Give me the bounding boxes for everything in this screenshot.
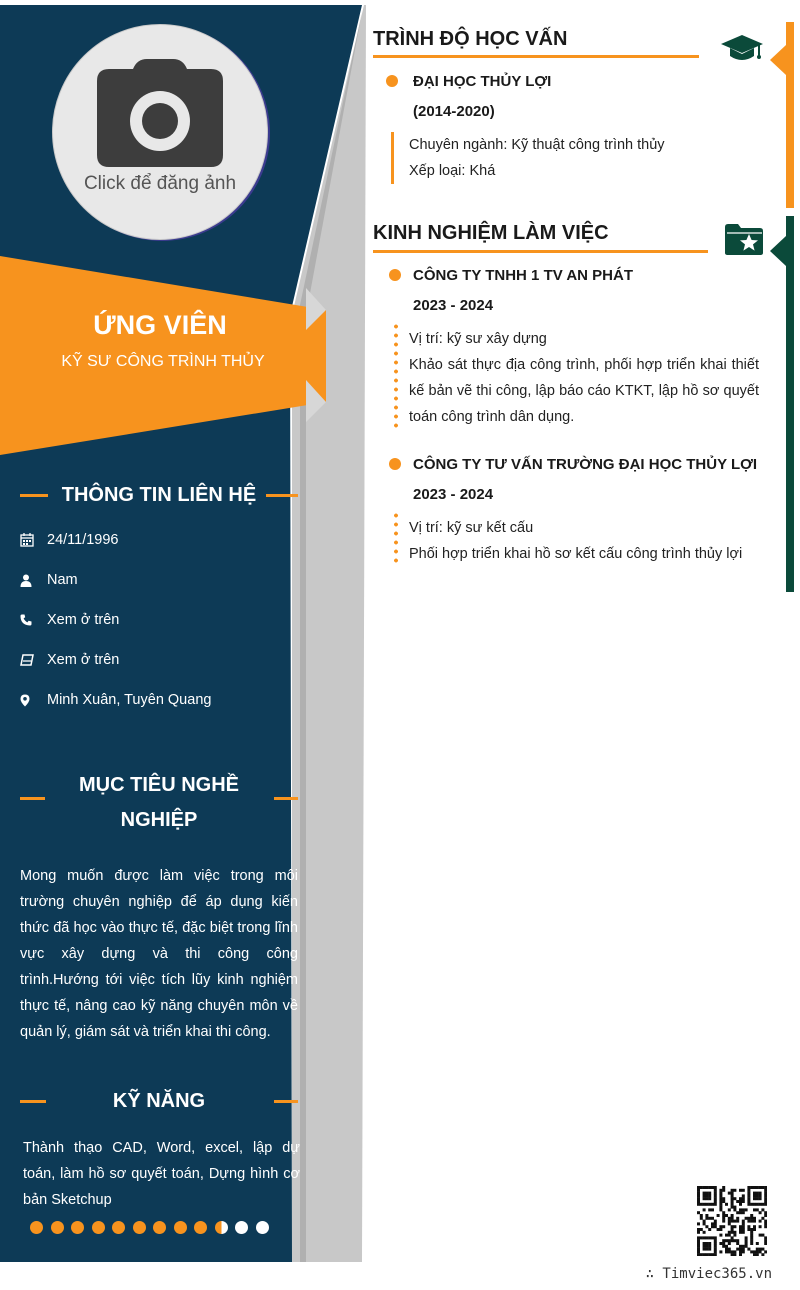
email-icon <box>20 654 47 666</box>
education-period: (2014-2020) <box>413 103 495 120</box>
education-major: Chuyên ngành: Kỹ thuật công trình thủy <box>409 137 665 153</box>
skills-text: Thành thạo CAD, Word, excel, lập dự toán, làm hồ sơ quyết toán, Dựng hình cơ bản Sketchup <box>23 1140 300 1208</box>
objective-text: Mong muốn được làm việc trong môi trường chuyên nghiệp để áp dụng kiến thức đã học vào thực tế, đặc biệt trong lĩnh vực xây dựng và thi công công trình.Hướng tới việc tích lũy kinh nghiệm thực tế, nâng cao kỹ năng chuyên môn về quản lý, giám sát và triển khai thi công. <box>20 868 298 1040</box>
contact-phone <box>20 609 119 631</box>
upload-photo-label[interactable]: Click để đăng ảnh <box>83 173 237 194</box>
job-bullet <box>389 458 401 470</box>
skills-heading: KỸ NĂNG <box>112 1090 206 1112</box>
job-company: CÔNG TY TƯ VẤN TRƯỜNG ĐẠI HỌC THỦY LỢI <box>413 456 758 473</box>
contact-birthdate <box>20 529 119 551</box>
contact-value: 24/11/1996 <box>47 532 119 548</box>
skill-rating-dot <box>215 1221 228 1234</box>
job-bullet <box>389 269 401 281</box>
job-description: Phối hợp triển khai hồ sơ kết cấu công trình thủy lợi <box>409 546 743 562</box>
skill-rating-dot <box>133 1221 146 1234</box>
skill-rating-dot <box>92 1221 105 1234</box>
contact-heading: THÔNG TIN LIÊN HỆ <box>61 484 257 506</box>
person-icon <box>20 574 47 587</box>
candidate-name: ỨNG VIÊN <box>93 310 227 340</box>
contact-value: Xem ở trên <box>47 652 120 668</box>
skill-rating-dot <box>235 1221 248 1234</box>
education-bullet <box>386 75 398 87</box>
contact-address <box>20 689 211 711</box>
education-grade: Xếp loại: Khá <box>409 163 496 179</box>
section-dash-left <box>20 797 45 800</box>
education-timeline-bar <box>391 132 394 184</box>
skill-rating-dot <box>174 1221 187 1234</box>
camera-icon <box>97 57 223 167</box>
profile-photo-placeholder[interactable] <box>52 24 268 240</box>
job-position: Vị trí: kỹ sư kết cấu <box>409 520 534 536</box>
objective-heading-line1: MỤC TIÊU NGHỀ <box>79 774 239 796</box>
calendar-icon <box>20 533 47 547</box>
phone-icon <box>20 614 47 626</box>
contact-gender <box>20 569 78 591</box>
contact-value: Nam <box>47 572 78 588</box>
contact-value: Minh Xuân, Tuyên Quang <box>47 692 212 708</box>
graduation-cap-icon <box>720 34 764 64</box>
job-period: 2023 - 2024 <box>413 297 494 314</box>
skill-rating-dot <box>112 1221 125 1234</box>
objective-heading-line2: NGHIỆP <box>120 809 198 831</box>
qr-code[interactable] <box>697 1186 767 1256</box>
candidate-title: KỸ SƯ CÔNG TRÌNH THỦY <box>61 353 265 370</box>
experience-heading-underline <box>373 250 708 253</box>
education-heading: TRÌNH ĐỘ HỌC VẤN <box>373 28 568 50</box>
skill-rating-dot <box>194 1221 207 1234</box>
experience-heading: KINH NGHIỆM LÀM VIỆC <box>373 222 609 244</box>
section-dash-right <box>266 494 298 497</box>
skill-rating-dot <box>256 1221 269 1234</box>
job-description: Khảo sát thực địa công trình, phối hợp triển khai thiết kế bản vẽ thi công, lập báo cáo KTKT, lập hồ sơ quyết toán công trình dân dụng. <box>409 357 759 425</box>
job-company: CÔNG TY TNHH 1 TV AN PHÁT <box>413 267 634 284</box>
section-dash-left <box>20 1100 46 1103</box>
section-dash-right <box>274 797 298 800</box>
section-dash-right <box>274 1100 298 1103</box>
job-timeline-dots <box>394 511 398 567</box>
location-pin-icon <box>20 694 47 707</box>
skill-rating-dot <box>71 1221 84 1234</box>
section-dash-left <box>20 494 48 497</box>
contact-email <box>20 649 119 671</box>
job-period: 2023 - 2024 <box>413 486 494 503</box>
skill-rating-dot <box>51 1221 64 1234</box>
contact-value: Xem ở trên <box>47 612 120 628</box>
job-position: Vị trí: kỹ sư xây dựng <box>409 331 547 347</box>
folder-star-icon <box>724 223 764 256</box>
site-watermark: ∴ Timviec365.vn <box>645 1266 772 1282</box>
objective-heading <box>50 768 268 838</box>
skill-rating-dot <box>153 1221 166 1234</box>
education-heading-underline <box>373 55 699 58</box>
education-school: ĐẠI HỌC THỦY LỢI <box>413 73 552 90</box>
skill-rating-dot <box>30 1221 43 1234</box>
job-timeline-dots <box>394 322 398 430</box>
